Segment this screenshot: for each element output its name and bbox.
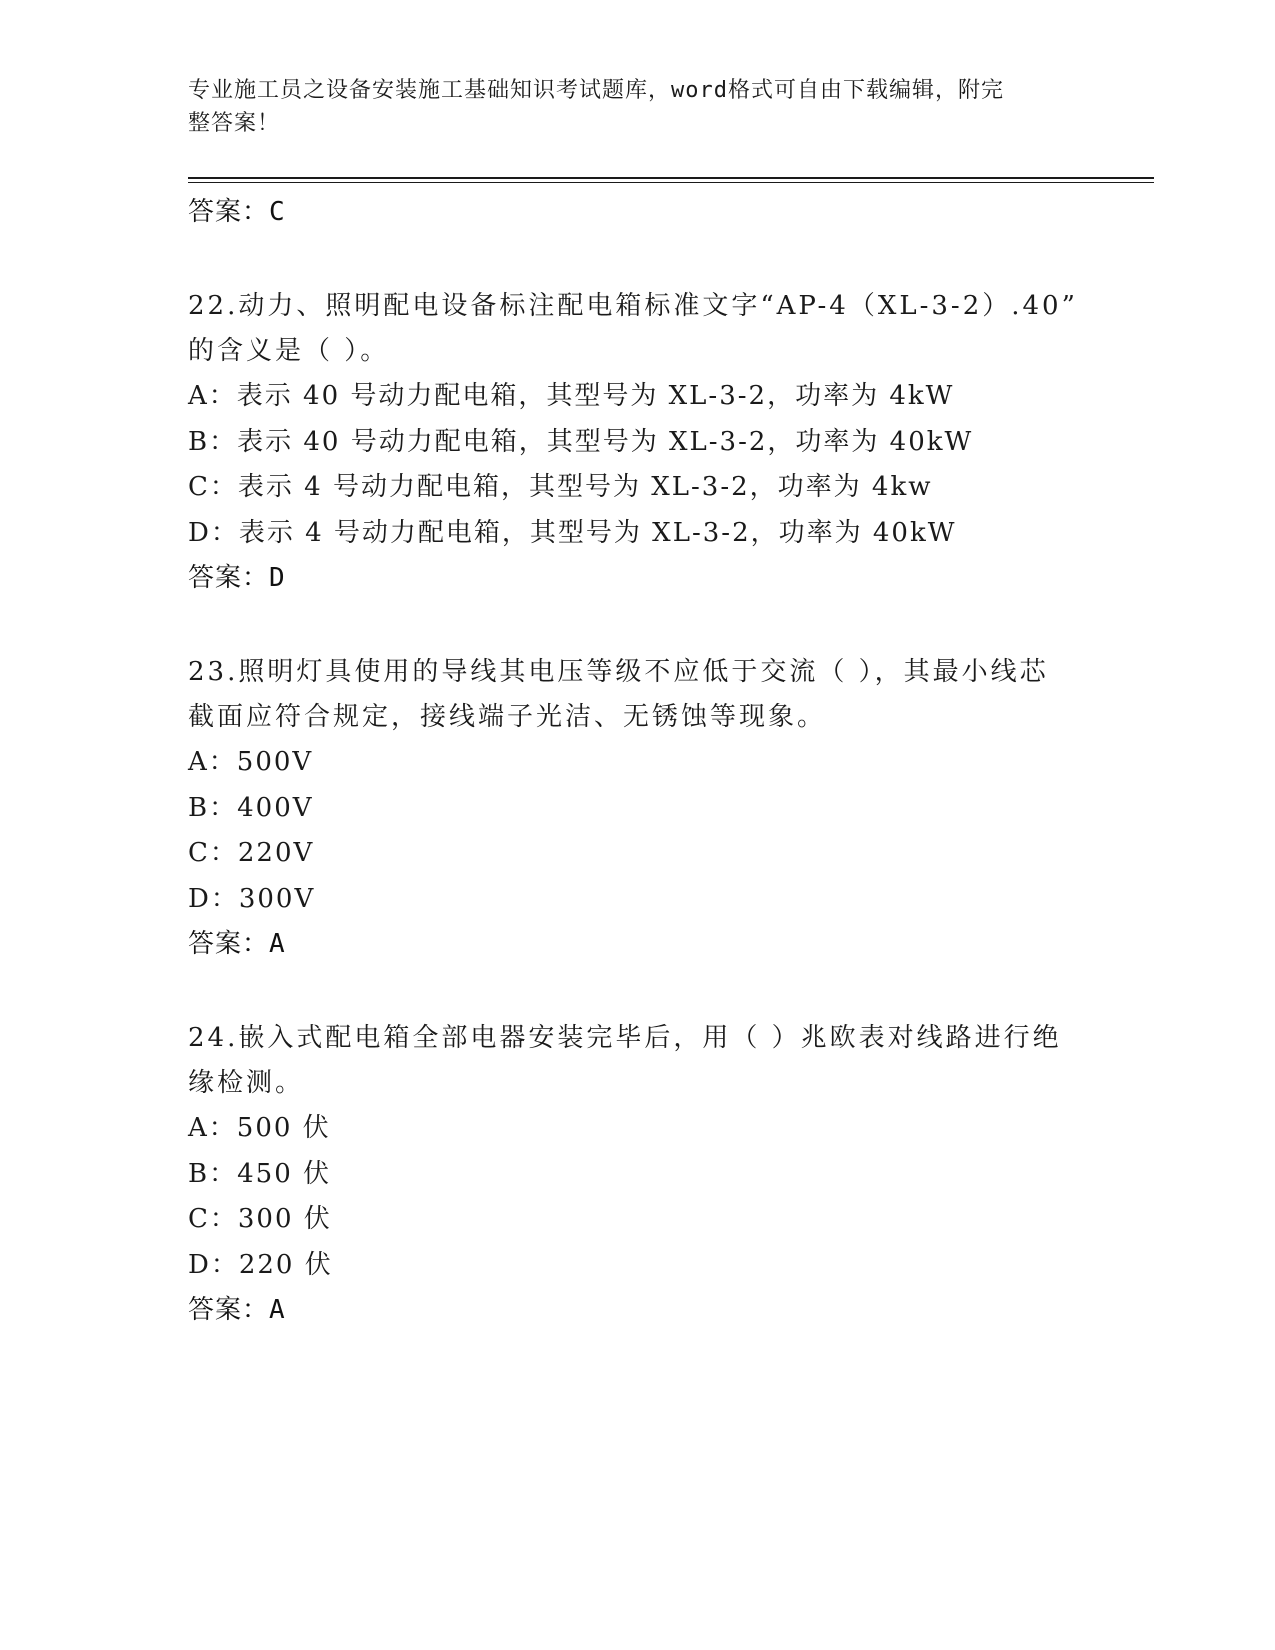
stem-line-1: 22.动力、照明配电设备标注配电箱标准文字“AP-4（XL-3-2）.40” — [188, 291, 1078, 321]
header-divider-thin — [188, 182, 1154, 183]
question-23 — [188, 650, 1088, 966]
question-answer — [188, 922, 1088, 966]
stem-line-2: 缘检测。 — [188, 1068, 305, 1098]
option-d: D：300V — [188, 883, 316, 914]
question-list — [188, 190, 1088, 1332]
answer-label: 答案： — [188, 197, 270, 227]
stem-line-1: 24.嵌入式配电箱全部电器安装完毕后，用（ ）兆欧表对线路进行绝 — [188, 1023, 1062, 1053]
header-divider-thick — [188, 177, 1154, 179]
option-c: C：220V — [188, 838, 315, 868]
option-a: A：500 伏 — [188, 1113, 331, 1143]
answer-label: 答案： — [188, 563, 270, 593]
question-stem — [188, 284, 1088, 374]
question-stem — [188, 650, 1088, 740]
answer-label: 答案： — [188, 1295, 270, 1325]
question-answer — [188, 556, 1088, 600]
stem-line-1: 23.照明灯具使用的导线其电压等级不应低于交流（ ），其最小线芯 — [188, 657, 1049, 687]
option-b: B：400V — [188, 792, 314, 823]
answer-value: D — [269, 563, 286, 593]
previous-answer — [188, 190, 1088, 234]
header-line-2: 整答案！ — [188, 111, 281, 136]
stem-line-2: 的含义是（ ）。 — [188, 336, 390, 366]
option-d: D：表示 4 号动力配电箱，其型号为 XL-3-2，功率为 40kW — [188, 517, 957, 548]
option-b: B：表示 40 号动力配电箱，其型号为 XL-3-2，功率为 40kW — [188, 426, 974, 457]
option-d: D：220 伏 — [188, 1249, 333, 1280]
stem-line-2: 截面应符合规定，接线端子光洁、无锈蚀等现象。 — [188, 702, 827, 732]
answer-value: A — [269, 929, 286, 959]
option-c: C：表示 4 号动力配电箱，其型号为 XL-3-2，功率为 4kw — [188, 472, 933, 502]
option-a: A：表示 40 号动力配电箱，其型号为 XL-3-2，功率为 4kW — [188, 381, 955, 411]
question-stem — [188, 1016, 1088, 1106]
answer-value: A — [269, 1295, 286, 1325]
option-b: B：450 伏 — [188, 1158, 331, 1189]
document-header — [188, 74, 1068, 140]
question-answer — [188, 1288, 1088, 1332]
answer-label: 答案： — [188, 929, 270, 959]
option-a: A：500V — [188, 747, 314, 777]
option-c: C：300 伏 — [188, 1204, 332, 1234]
question-24 — [188, 1016, 1088, 1332]
answer-value: C — [269, 197, 286, 227]
header-line-1: 专业施工员之设备安装施工基础知识考试题库，word格式可自由下载编辑，附完 — [188, 78, 1004, 103]
question-22 — [188, 284, 1088, 600]
